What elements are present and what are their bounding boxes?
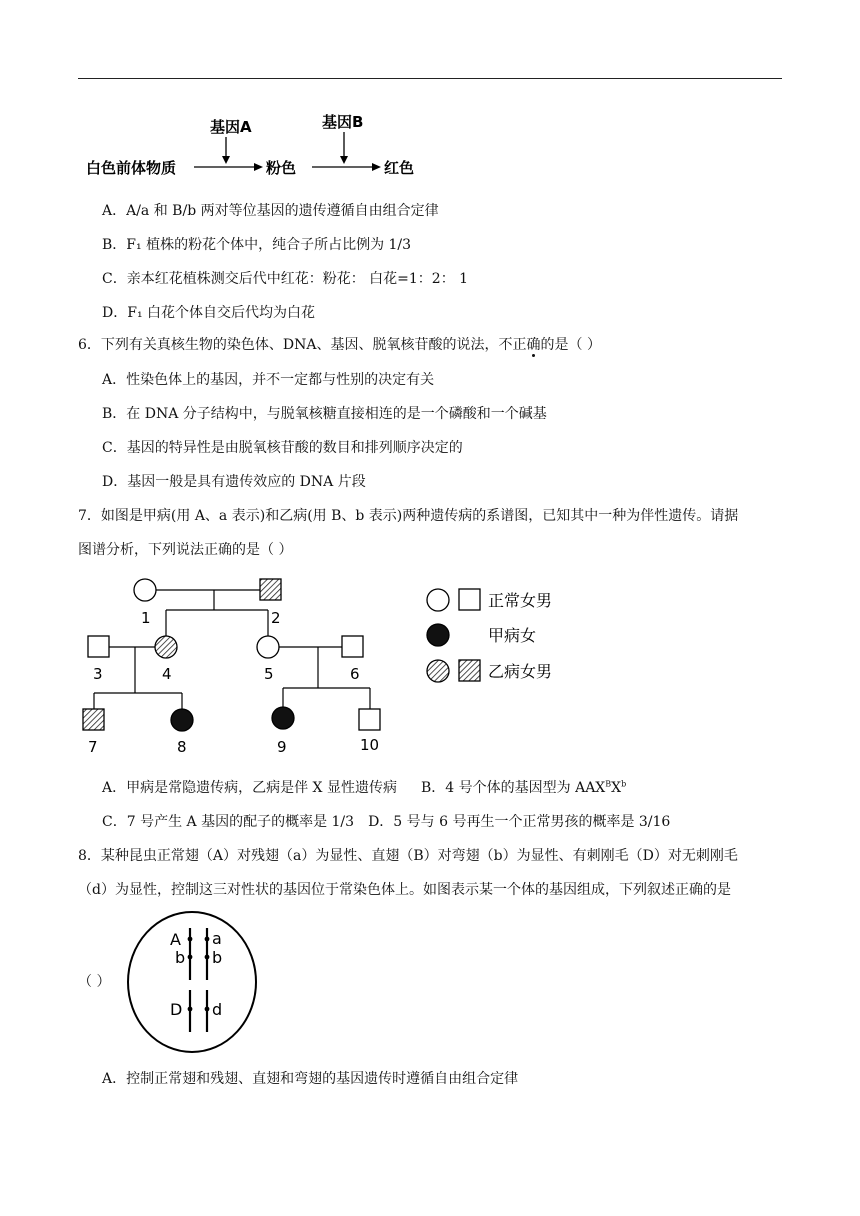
q7-options-row2 — [102, 812, 670, 832]
q8-stem-line1: 8．某种昆虫正常翅（A）对残翅（a）为显性、直翅（B）对弯翅（b）为显性、有刺刚毛（D）对无刺刚毛 — [78, 848, 738, 864]
emphasis-character: 确 — [526, 337, 541, 353]
q7-option-b: B．4 号个体的基因型为 $AAX^BX^b$ — [420, 779, 627, 796]
q6-option-b: B．在 DNA 分子结构中，与脱氧核糖直接相连的是一个磷酸和一个碱基 — [102, 406, 547, 422]
legend-normal-female-icon — [427, 589, 449, 611]
pedigree-chart — [78, 570, 390, 758]
label-1: 1 — [141, 609, 151, 627]
legend-disease-b-female-icon — [427, 660, 449, 682]
pink-label: 粉色 — [266, 159, 297, 177]
q7-option-a: A．甲病是常隐遗传病，乙病是伴 X 显性遗传病 — [102, 780, 397, 796]
q8-stem-line3: （ ） — [78, 974, 111, 990]
gene-b-right: b — [212, 948, 223, 967]
gene-d: d — [212, 1000, 223, 1019]
label-9: 9 — [277, 738, 287, 756]
legend-disease-b-male-icon — [459, 660, 480, 681]
legend-disease-a-label: 甲病女 — [488, 626, 537, 645]
label-10: 10 — [360, 736, 380, 754]
gene-a-label: 基因A — [210, 118, 252, 136]
legend-normal-male-icon — [459, 589, 480, 610]
q6-option-a: A．性染色体上的基因，并不一定都与性别的决定有关 — [102, 372, 435, 388]
label-2: 2 — [271, 609, 281, 627]
gene-pathway-diagram — [78, 108, 458, 188]
q7-stem-line1: 7．如图是甲病(用 A、a 表示)和乙病(用 B、b 表示)两种遗传病的系谱图，已知其中一种为伴性遗传。请据 — [78, 508, 739, 524]
individual-2 — [260, 579, 281, 600]
q8-stem-line2: （d）为显性，控制这三对性状的基因位于常染色体上。如图表示某一个体的基因组成，下列叙述正确的是 — [78, 882, 731, 898]
q5-option-b: B．F₁ 植株的粉花个体中，纯合子所占比例为 1/3 — [102, 237, 412, 253]
q7-options-row1 — [102, 778, 626, 798]
header-rule — [78, 78, 782, 79]
q8-option-a: A．控制正常翅和残翅、直翅和弯翅的基因遗传时遵循自由组合定律 — [102, 1071, 519, 1087]
legend-disease-b-label: 乙病女男 — [488, 662, 553, 681]
q6-option-d: D．基因一般是具有遗传效应的 DNA 片段 — [102, 474, 366, 490]
gene-b-label: 基因B — [322, 113, 364, 131]
individual-9 — [272, 707, 294, 729]
q5-option-a: A．A/a 和 B/b 两对等位基因的遗传遵循自由组合定律 — [102, 203, 439, 219]
label-5: 5 — [264, 665, 274, 683]
label-8: 8 — [177, 738, 187, 756]
individual-7 — [83, 709, 104, 730]
q6-stem: 6．下列有关真核生物的染色体、DNA、基因、脱氧核苷酸的说法，不正确的是（ ） — [78, 337, 601, 353]
individual-8 — [171, 709, 193, 731]
label-3: 3 — [93, 665, 103, 683]
pedigree-legend — [420, 582, 580, 690]
individual-10 — [359, 709, 380, 730]
legend-disease-a-female-icon — [427, 624, 449, 646]
q7-option-c: C．7 号产生 A 基因的配子的概率是 1/3 — [102, 814, 355, 830]
gene-a: a — [212, 929, 222, 948]
q7-option-d: D．5 号与 6 号再生一个正常男孩的概率是 3/16 — [368, 814, 671, 830]
red-label: 红色 — [384, 159, 415, 177]
gene-b-left: b — [175, 948, 186, 967]
gene-D: D — [170, 1000, 183, 1019]
label-4: 4 — [162, 665, 172, 683]
q5-option-c: C．亲本红花植株测交后代中红花：粉花： 白花=1：2： 1 — [102, 271, 469, 287]
q6-option-c: C．基因的特异性是由脱氧核苷酸的数目和排列顺序决定的 — [102, 440, 463, 456]
legend-normal-label: 正常女男 — [488, 591, 553, 610]
individual-5 — [257, 636, 279, 658]
individual-3 — [88, 636, 109, 657]
q5-option-d: D．F₁ 白花个体自交后代均为白花 — [102, 305, 316, 321]
individual-4 — [155, 636, 177, 658]
individual-1 — [134, 579, 156, 601]
cell-chromosome-diagram — [124, 908, 260, 1056]
label-6: 6 — [350, 665, 360, 683]
precursor-label: 白色前体物质 — [86, 159, 177, 177]
individual-6 — [342, 636, 363, 657]
q7-stem-line2: 图谱分析，下列说法正确的是（ ） — [78, 542, 293, 558]
gene-A: A — [170, 930, 181, 949]
label-7: 7 — [88, 738, 98, 756]
